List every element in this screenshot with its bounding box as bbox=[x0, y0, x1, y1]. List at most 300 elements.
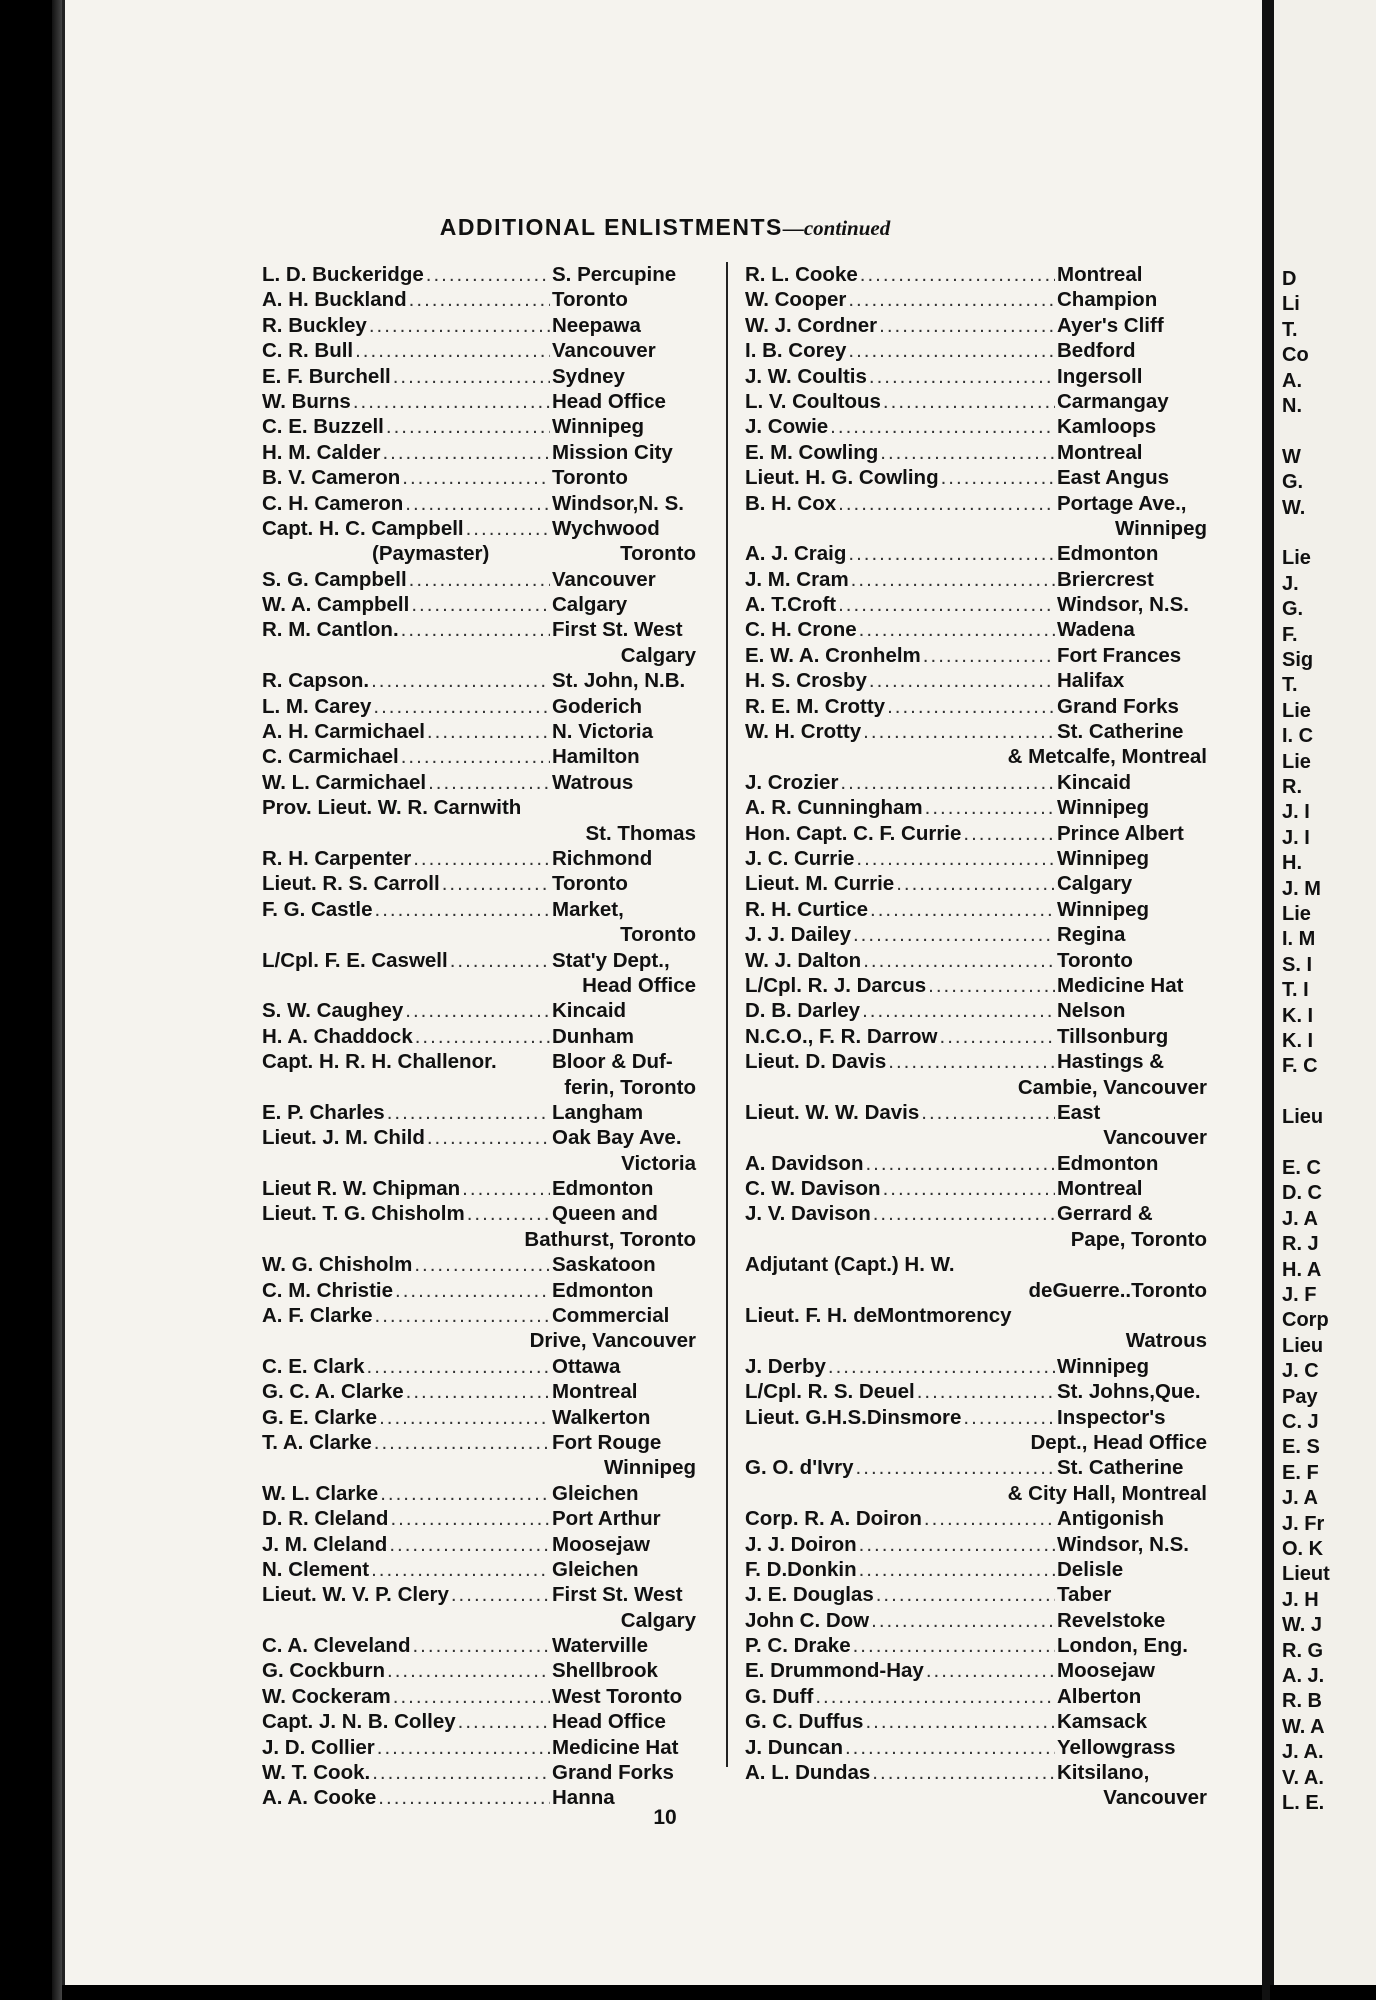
entry-row bbox=[745, 922, 1215, 947]
facing-page-fragment: Lie bbox=[1282, 547, 1311, 570]
leader-dots bbox=[963, 1405, 1055, 1430]
entry-name: S. W. Caughey bbox=[262, 999, 404, 1023]
leader-dots bbox=[880, 440, 1055, 465]
entry-row bbox=[262, 1532, 704, 1557]
entry-name: J. V. Davison bbox=[745, 1202, 871, 1226]
entry-location: West Toronto bbox=[552, 1684, 683, 1708]
entry-name: T. A. Clarke bbox=[262, 1430, 372, 1454]
leader-dots bbox=[853, 922, 1055, 947]
continuation-location: Toronto bbox=[1131, 1278, 1207, 1302]
entry-location: Ingersoll bbox=[1057, 364, 1143, 388]
facing-page-fragment: T. I bbox=[1282, 979, 1309, 1002]
entry-row bbox=[745, 364, 1215, 389]
entry-location: Winnipeg bbox=[1057, 796, 1150, 820]
entry-location: Goderich bbox=[552, 694, 642, 718]
entry-location: Yellowgrass bbox=[1057, 1735, 1176, 1759]
entry-location: Taber bbox=[1057, 1583, 1112, 1607]
entry-name: R. M. Cantlon. bbox=[262, 618, 399, 642]
entry-location: Edmonton bbox=[552, 1177, 654, 1201]
facing-page-fragment: Sig bbox=[1282, 649, 1314, 671]
facing-page-edge bbox=[1268, 0, 1376, 1985]
entry-location: Medicine Hat bbox=[1057, 973, 1184, 997]
entry-location: Montreal bbox=[1057, 440, 1143, 464]
leader-dots bbox=[926, 1658, 1055, 1683]
entry-row bbox=[745, 795, 1215, 820]
leader-dots bbox=[375, 897, 550, 922]
entry-location: Richmond bbox=[552, 846, 653, 870]
entry-row bbox=[262, 1278, 704, 1303]
entry-row bbox=[745, 1303, 1215, 1328]
entry-row bbox=[262, 1303, 704, 1328]
entry-row bbox=[745, 389, 1215, 414]
leader-dots bbox=[856, 846, 1055, 871]
entry-name: Lieut. T. G. Chisholm bbox=[262, 1202, 465, 1226]
leader-dots bbox=[405, 491, 550, 516]
heading-suffix: —continued bbox=[782, 216, 891, 240]
continuation-location: Toronto bbox=[620, 542, 696, 566]
facing-page-fragment: R. bbox=[1282, 776, 1302, 798]
leader-dots bbox=[387, 1658, 550, 1683]
entry-location: Walkerton bbox=[552, 1405, 651, 1429]
entry-name: A. Davidson bbox=[745, 1151, 864, 1175]
entry-location: Stat'y Dept., bbox=[552, 948, 670, 972]
entry-name: R. Buckley bbox=[262, 313, 367, 337]
entry-row bbox=[262, 1354, 704, 1379]
entry-row bbox=[262, 998, 704, 1023]
leader-dots bbox=[412, 1633, 550, 1658]
leader-dots bbox=[427, 719, 550, 744]
leader-dots bbox=[372, 1760, 550, 1785]
leader-dots bbox=[451, 1582, 550, 1607]
entry-location: Alberton bbox=[1057, 1684, 1142, 1708]
entry-location: Nelson bbox=[1057, 999, 1126, 1023]
entry-location: Calgary bbox=[552, 593, 628, 617]
entry-continuation bbox=[262, 1328, 704, 1353]
entry-name: N.C.O., F. R. Darrow bbox=[745, 1024, 938, 1048]
leader-dots bbox=[924, 1506, 1055, 1531]
entry-location: Fort Rouge bbox=[552, 1430, 662, 1454]
leader-dots bbox=[373, 694, 550, 719]
facing-page-fragment: Co bbox=[1282, 344, 1309, 367]
entry-name: Adjutant (Capt.) H. W. bbox=[745, 1253, 955, 1277]
entry-name: C. W. Davison bbox=[745, 1177, 881, 1201]
entry-row bbox=[262, 1430, 704, 1455]
entry-name: G. C. A. Clarke bbox=[262, 1380, 404, 1404]
entry-location: Toronto bbox=[552, 288, 628, 312]
entry-row bbox=[745, 1354, 1215, 1379]
entry-location: Windsor, N.S. bbox=[1057, 1532, 1189, 1556]
continuation-location: Pape, Toronto bbox=[1070, 1227, 1207, 1251]
entry-location: Winnipeg bbox=[1057, 846, 1150, 870]
entry-name: J. Crozier bbox=[745, 770, 839, 794]
entry-row bbox=[262, 668, 704, 693]
entry-name: C. M. Christie bbox=[262, 1278, 393, 1302]
entry-location: Kincaid bbox=[552, 999, 627, 1023]
entry-row bbox=[262, 1176, 704, 1201]
facing-page-fragment: J. A bbox=[1282, 1487, 1318, 1510]
entry-row bbox=[745, 1684, 1215, 1709]
entry-location: Head Office bbox=[552, 1710, 666, 1734]
entry-name: J. J. Dailey bbox=[745, 923, 851, 947]
entry-row bbox=[745, 1582, 1215, 1607]
entry-location: London, Eng. bbox=[1057, 1634, 1188, 1658]
continuation-location: Winnipeg bbox=[603, 1456, 696, 1480]
entry-location: East Angus bbox=[1057, 466, 1170, 490]
entry-row bbox=[745, 1151, 1215, 1176]
leader-dots bbox=[379, 1405, 550, 1430]
leader-dots bbox=[865, 1709, 1055, 1734]
entry-row bbox=[262, 1481, 704, 1506]
entry-name: G. Duff bbox=[745, 1684, 814, 1708]
entry-row bbox=[745, 1608, 1215, 1633]
entry-location: Hanna bbox=[552, 1786, 615, 1810]
entry-name: W. A. Campbell bbox=[262, 593, 410, 617]
leader-dots bbox=[848, 338, 1055, 363]
entry-name: R. H. Curtice bbox=[745, 897, 869, 921]
entry-row bbox=[745, 1405, 1215, 1430]
continuation-location: Cambie, Vancouver bbox=[1017, 1075, 1207, 1099]
entry-location: Port Arthur bbox=[552, 1507, 661, 1531]
leader-dots bbox=[442, 871, 550, 896]
entry-name: R. L. Cooke bbox=[745, 263, 858, 286]
entry-row bbox=[745, 1709, 1215, 1734]
entry-name: E. Drummond-Hay bbox=[745, 1659, 924, 1683]
entry-row bbox=[745, 1633, 1215, 1658]
entry-name: J. J. Doiron bbox=[745, 1532, 857, 1556]
entry-name: A. F. Clarke bbox=[262, 1304, 373, 1328]
entry-name: L/Cpl. F. E. Caswell bbox=[262, 948, 448, 972]
entry-location: Winnipeg bbox=[1057, 897, 1150, 921]
continuation-location: Drive, Vancouver bbox=[529, 1329, 696, 1353]
facing-page-fragment: Lie bbox=[1282, 699, 1311, 722]
entry-row bbox=[262, 1684, 704, 1709]
facing-page-fragment: R. B bbox=[1282, 1690, 1322, 1713]
entry-name: I. B. Corey bbox=[745, 339, 847, 363]
leader-dots bbox=[851, 567, 1055, 592]
entry-location: Gerrard & bbox=[1057, 1202, 1153, 1226]
entry-name: J. C. Currie bbox=[745, 846, 855, 870]
facing-page-fragment: W. A bbox=[1282, 1715, 1325, 1738]
entry-name: E. F. Burchell bbox=[262, 364, 391, 388]
entry-continuation bbox=[262, 1608, 704, 1633]
entry-name: W. Burns bbox=[262, 389, 351, 413]
entry-name: C. Carmichael bbox=[262, 745, 399, 769]
entry-row bbox=[745, 1100, 1215, 1125]
entry-name: Lieut. D. Davis bbox=[745, 1050, 887, 1074]
entry-row bbox=[262, 897, 704, 922]
leader-dots bbox=[409, 287, 550, 312]
entry-row bbox=[745, 541, 1215, 566]
entry-continuation bbox=[745, 1481, 1215, 1506]
facing-page-fragment: Lieu bbox=[1282, 1106, 1324, 1129]
entry-name: L. V. Coultous bbox=[745, 389, 881, 413]
leader-dots bbox=[862, 998, 1055, 1023]
leader-dots bbox=[389, 1532, 550, 1557]
entry-name: W. H. Crotty bbox=[745, 720, 862, 744]
entry-location: St. John, N.B. bbox=[552, 669, 686, 693]
entry-name: E. P. Charles bbox=[262, 1100, 385, 1124]
entry-location: Gleichen bbox=[552, 1481, 639, 1505]
entry-name: G. C. Duffus bbox=[745, 1710, 864, 1734]
entry-continuation bbox=[262, 541, 704, 566]
entry-name: A. H. Carmichael bbox=[262, 720, 425, 744]
entry-row bbox=[745, 617, 1215, 642]
entry-row bbox=[745, 719, 1215, 744]
leader-dots bbox=[888, 1049, 1055, 1074]
entry-location: Waterville bbox=[552, 1634, 649, 1658]
leader-dots bbox=[390, 1506, 550, 1531]
entry-row bbox=[745, 668, 1215, 693]
entry-name: L/Cpl. R. J. Darcus bbox=[745, 973, 927, 997]
entry-location: Moosejaw bbox=[552, 1532, 650, 1556]
entry-row bbox=[745, 1532, 1215, 1557]
entry-row bbox=[262, 465, 704, 490]
entry-row bbox=[262, 414, 704, 439]
entry-location: Grand Forks bbox=[552, 1761, 674, 1785]
entry-location: Calgary bbox=[1057, 872, 1133, 896]
leader-dots bbox=[815, 1684, 1055, 1709]
entry-row bbox=[262, 1100, 704, 1125]
continuation-location: Watrous bbox=[1125, 1329, 1207, 1353]
facing-page-fragment: T. bbox=[1282, 318, 1298, 341]
leader-dots bbox=[838, 491, 1055, 516]
leader-dots bbox=[401, 744, 550, 769]
entry-row bbox=[262, 1658, 704, 1683]
entry-row bbox=[745, 821, 1215, 846]
facing-page-fragment: Lie bbox=[1282, 903, 1311, 925]
facing-page-fragment: Corp bbox=[1282, 1309, 1329, 1332]
entry-row bbox=[745, 770, 1215, 795]
leader-dots bbox=[830, 414, 1055, 439]
leader-dots bbox=[941, 465, 1055, 490]
entry-row bbox=[745, 262, 1215, 287]
entry-name: Lieut. F. H. deMontmorency bbox=[745, 1304, 1012, 1328]
entry-name: Hon. Capt. C. F. Currie bbox=[745, 821, 962, 845]
entry-row bbox=[262, 846, 704, 871]
entry-location: Queen and bbox=[552, 1202, 658, 1226]
entry-row bbox=[745, 491, 1215, 516]
entry-name: C. H. Cameron bbox=[262, 491, 404, 515]
entry-name: W. T. Cook. bbox=[262, 1761, 371, 1785]
document-page bbox=[62, 0, 1265, 1985]
facing-page-fragment: J. I bbox=[1282, 801, 1310, 824]
entry-location: Bedford bbox=[1057, 339, 1136, 363]
leader-dots bbox=[869, 364, 1055, 389]
entry-continuation bbox=[745, 516, 1215, 541]
facing-page-fragment: Lie bbox=[1282, 750, 1311, 773]
entry-name: A. T.Croft bbox=[745, 593, 837, 617]
facing-page-fragment: Lieu bbox=[1282, 1334, 1324, 1357]
entry-row bbox=[262, 1735, 704, 1760]
entry-name: G. Cockburn bbox=[262, 1659, 386, 1683]
entry-location: Vancouver bbox=[552, 567, 656, 591]
facing-page-fragment: O. K bbox=[1282, 1538, 1324, 1560]
continuation-location: Calgary bbox=[620, 1608, 696, 1632]
entry-location: Inspector's bbox=[1057, 1405, 1166, 1429]
entry-name: Capt. J. N. B. Colley bbox=[262, 1710, 456, 1734]
entry-name: B. H. Cox bbox=[745, 491, 837, 515]
facing-page-fragment: E. S bbox=[1282, 1436, 1320, 1459]
entry-row bbox=[745, 338, 1215, 363]
facing-page-fragment: W. J bbox=[1282, 1614, 1323, 1637]
entry-location: Hamilton bbox=[552, 745, 640, 769]
entry-location: Ayer's Cliff bbox=[1057, 313, 1164, 337]
facing-page-fragment: R. J bbox=[1282, 1233, 1319, 1256]
leader-dots bbox=[845, 1735, 1055, 1760]
facing-page-fragment: E. F bbox=[1282, 1461, 1319, 1484]
entry-row bbox=[745, 414, 1215, 439]
entry-name: L. D. Buckeridge bbox=[262, 263, 424, 286]
entry-row bbox=[262, 744, 704, 769]
entry-location: Mission City bbox=[552, 440, 673, 464]
entry-location: Antigonish bbox=[1057, 1507, 1165, 1531]
leader-dots bbox=[879, 313, 1055, 338]
entry-name: J. M. Cram bbox=[745, 567, 849, 591]
entry-name: R. H. Carpenter bbox=[262, 846, 412, 870]
entry-name: F. G. Castle bbox=[262, 897, 373, 921]
entry-row bbox=[262, 1709, 704, 1734]
entry-row bbox=[745, 694, 1215, 719]
leader-dots bbox=[406, 1379, 550, 1404]
entry-name: A. J. Craig bbox=[745, 542, 847, 566]
facing-page-fragment: Li bbox=[1282, 293, 1300, 316]
entry-location: Montreal bbox=[552, 1380, 638, 1404]
leader-dots bbox=[374, 1430, 550, 1455]
leader-dots bbox=[413, 846, 550, 871]
page-edge bbox=[52, 0, 62, 2000]
facing-page-fragment: J. A. bbox=[1282, 1741, 1324, 1764]
entry-location: Bloor & Duf- bbox=[552, 1050, 673, 1074]
facing-page-fragment: K. I bbox=[1282, 1030, 1314, 1052]
entry-name: R. Capson. bbox=[262, 669, 370, 693]
entry-location: Edmonton bbox=[1057, 542, 1159, 566]
entry-continuation bbox=[262, 922, 704, 947]
continuation-location: Winnipeg bbox=[1114, 516, 1207, 540]
entry-name: C. H. Crone bbox=[745, 618, 857, 642]
entry-name: A. L. Dundas bbox=[745, 1761, 871, 1785]
leader-dots bbox=[896, 871, 1055, 896]
leader-dots bbox=[883, 1176, 1055, 1201]
entry-location: Moosejaw bbox=[1057, 1659, 1155, 1683]
entry-location: Prince Albert bbox=[1057, 821, 1184, 845]
enlistment-column-left bbox=[262, 262, 704, 1811]
entry-row bbox=[262, 770, 704, 795]
entry-row bbox=[262, 592, 704, 617]
entry-row bbox=[745, 948, 1215, 973]
entry-row bbox=[262, 262, 704, 287]
entry-row bbox=[262, 1405, 704, 1430]
entry-location: Saskatoon bbox=[552, 1253, 656, 1277]
entry-name: Prov. Lieut. W. R. Carnwith bbox=[262, 796, 522, 820]
entry-location: First St. West bbox=[552, 1583, 683, 1607]
leader-dots bbox=[387, 1100, 550, 1125]
leader-dots bbox=[828, 1354, 1055, 1379]
entry-continuation bbox=[262, 1151, 704, 1176]
entry-location: Tillsonburg bbox=[1057, 1024, 1169, 1048]
entry-name: J. M. Cleland bbox=[262, 1532, 388, 1556]
leader-dots bbox=[928, 973, 1055, 998]
entry-row bbox=[262, 440, 704, 465]
entry-continuation bbox=[745, 1075, 1215, 1100]
leader-dots bbox=[856, 1455, 1055, 1480]
entry-row bbox=[745, 871, 1215, 896]
leader-dots: .. bbox=[1119, 1278, 1132, 1302]
continuation-location: Calgary bbox=[620, 643, 696, 667]
entry-row bbox=[262, 1024, 704, 1049]
entry-location: Market, bbox=[552, 897, 624, 921]
entry-row bbox=[262, 516, 704, 541]
facing-page-fragment: J. Fr bbox=[1282, 1512, 1325, 1535]
entry-row bbox=[745, 1658, 1215, 1683]
entry-location: Edmonton bbox=[552, 1278, 654, 1302]
entry-continuation bbox=[262, 1455, 704, 1480]
entry-name: F. D.Donkin bbox=[745, 1557, 857, 1581]
entry-location: First St. West bbox=[552, 618, 683, 642]
entry-location: Windsor, N.S. bbox=[1057, 593, 1189, 617]
entry-location: Vancouver bbox=[552, 339, 656, 363]
facing-page-fragment: J. H bbox=[1282, 1588, 1319, 1611]
entry-row bbox=[262, 694, 704, 719]
leader-dots bbox=[426, 262, 550, 287]
entry-location: Montreal bbox=[1057, 263, 1143, 286]
leader-dots bbox=[355, 338, 550, 363]
entry-location: N. Victoria bbox=[552, 720, 654, 744]
leader-dots bbox=[466, 516, 550, 541]
entry-name: W. G. Chisholm bbox=[262, 1253, 413, 1277]
entry-name: C. R. Bull bbox=[262, 339, 354, 363]
entry-name: W. J. Cordner bbox=[745, 313, 878, 337]
leader-dots bbox=[371, 1557, 550, 1582]
entry-name: E. M. Cowling bbox=[745, 440, 879, 464]
continuation-location: Head Office bbox=[582, 973, 696, 997]
facing-page-fragment: F. C bbox=[1282, 1055, 1318, 1078]
entry-row bbox=[745, 1760, 1215, 1785]
continuation-location: ferin, Toronto bbox=[564, 1075, 696, 1099]
entry-name: N. Clement bbox=[262, 1557, 370, 1581]
entry-row bbox=[262, 871, 704, 896]
leader-dots bbox=[380, 1481, 550, 1506]
entry-location: Kitsilano, bbox=[1057, 1761, 1150, 1785]
facing-page-fragment: K. I bbox=[1282, 1004, 1314, 1027]
leader-dots bbox=[859, 1532, 1055, 1557]
entry-row bbox=[745, 1252, 1215, 1277]
entry-continuation bbox=[745, 1328, 1215, 1353]
leader-dots bbox=[860, 262, 1055, 287]
leader-dots bbox=[876, 1582, 1055, 1607]
entry-row bbox=[745, 897, 1215, 922]
leader-dots bbox=[917, 1379, 1055, 1404]
leader-dots bbox=[848, 287, 1055, 312]
entry-name: Lieut R. W. Chipman bbox=[262, 1177, 461, 1201]
entry-row bbox=[262, 795, 704, 820]
facing-page-fragment: T. bbox=[1282, 674, 1298, 697]
entry-location: Winnipeg bbox=[1057, 1354, 1150, 1378]
leader-dots bbox=[427, 1125, 550, 1150]
continuation-note: (Paymaster) bbox=[372, 542, 490, 566]
entry-location: Fort Frances bbox=[1057, 643, 1182, 667]
entry-location: S. Percupine bbox=[552, 263, 677, 286]
entry-continuation bbox=[745, 1278, 1215, 1303]
continuation-location: & City Hall, Montreal bbox=[1007, 1481, 1207, 1505]
entry-location: Medicine Hat bbox=[552, 1735, 679, 1759]
leader-dots bbox=[859, 617, 1055, 642]
entry-row bbox=[262, 364, 704, 389]
continuation-note: deGuerre bbox=[1028, 1278, 1120, 1302]
page-heading bbox=[65, 214, 1265, 241]
entry-row bbox=[745, 567, 1215, 592]
entry-row bbox=[745, 313, 1215, 338]
entry-name: H. A. Chaddock bbox=[262, 1024, 413, 1048]
